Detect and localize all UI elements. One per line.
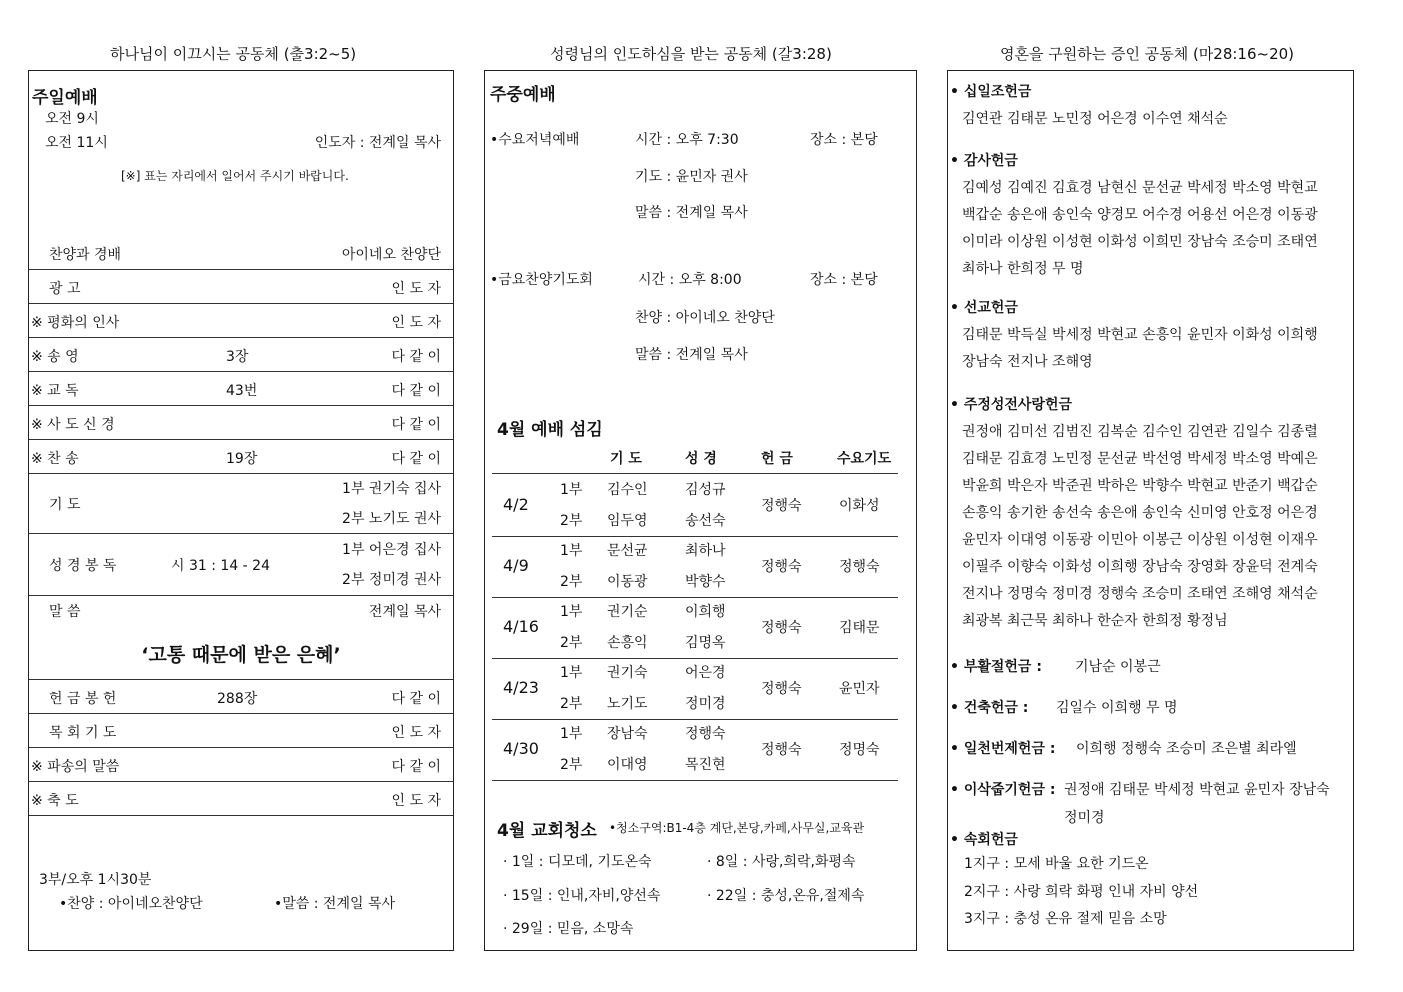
easter-offering-names: 기남순 이봉근 — [1075, 659, 1161, 675]
worship-row-name: 말 씀 — [49, 604, 81, 620]
cleaning-item: · 29일 : 믿음, 소망속 — [503, 921, 634, 937]
worship-row-name: 기 도 — [49, 497, 81, 513]
worship-row — [29, 713, 453, 748]
right-heading: 영혼을 구원하는 증인 공동체 (마28:16~20) — [1000, 45, 1295, 63]
sunday-service-title: 주일예배 — [32, 88, 98, 108]
worship-row-leader: 아이네오 찬양단 — [341, 247, 441, 263]
schedule-part: 1부 — [560, 543, 583, 559]
schedule-offering: 정행숙 — [761, 742, 802, 758]
schedule-prayer: 이대영 — [607, 757, 648, 773]
cleaning-item: · 8일 : 사랑,희락,화평속 — [707, 854, 856, 870]
worship-row-name: ※ 파송의 말씀 — [31, 759, 120, 775]
sermon-title: ‘고통 때문에 받은 은혜’ — [141, 644, 341, 666]
building-offering-label: • 건축헌금 : — [950, 700, 1029, 716]
worship-row-name: 광 고 — [49, 281, 81, 297]
schedule-prayer: 권기숙 — [607, 665, 648, 681]
onethousand-offering-label: • 일천번제헌금 : — [950, 741, 1056, 757]
schedule-part: 2부 — [560, 696, 583, 712]
wed-service-name: •수요저녁예배 — [490, 132, 580, 148]
harvest-offering-label: • 이삭줍기헌금 : — [950, 782, 1056, 798]
schedule-date: 4/23 — [503, 678, 539, 697]
worship-row-leader: 인 도 자 — [391, 315, 441, 331]
worship-row-detail: 시 31 : 14 - 24 — [171, 558, 270, 574]
schedule-divider — [492, 658, 898, 659]
schedule-divider — [492, 719, 898, 720]
schedule-offering: 정행숙 — [761, 681, 802, 697]
worship-row-leader: 1부 권기숙 집사 — [342, 481, 441, 497]
wed-service-prayer: 기도 : 윤민자 권사 — [635, 169, 748, 185]
offering-names-line: 최광복 최근묵 최하나 한순자 한희정 황정님 — [962, 613, 1228, 629]
schedule-wed-prayer: 김태문 — [839, 620, 880, 636]
worship-row-name: ※ 축 도 — [31, 793, 79, 809]
schedule-bible: 정행숙 — [685, 726, 726, 742]
offering-names-line: 김연관 김태문 노민정 어은경 이수연 채석순 — [962, 111, 1228, 127]
schedule-divider — [492, 780, 898, 781]
worship-row-name: ※ 사 도 신 경 — [31, 417, 115, 433]
service-leader: 인도자 : 전계일 목사 — [314, 135, 441, 151]
harvest-offering-names: 권정애 김태문 박세정 박현교 윤민자 장남숙 — [1064, 782, 1330, 798]
schedule-divider — [492, 597, 898, 598]
schedule-bible: 정미경 — [685, 696, 726, 712]
worship-row-leader: 다 같 이 — [391, 383, 441, 399]
harvest-offering-names: 정미경 — [1064, 810, 1105, 826]
weekday-service-title: 주중예배 — [490, 85, 556, 105]
worship-row-leader: 다 같 이 — [391, 349, 441, 365]
schedule-wed-prayer: 정명숙 — [839, 742, 880, 758]
offering-names-line: 김태문 김효경 노민정 문선균 박선영 박세정 박소영 박예은 — [962, 451, 1318, 467]
schedule-bible: 목진현 — [685, 757, 726, 773]
worship-row-leader: 다 같 이 — [391, 417, 441, 433]
schedule-bible: 이희행 — [685, 604, 726, 620]
worship-row-leader: 전계일 목사 — [368, 604, 441, 620]
schedule-part: 2부 — [560, 757, 583, 773]
cleaning-item: · 22일 : 충성,온유,절제속 — [707, 888, 865, 904]
service-time-1: 오전 9시 — [45, 111, 99, 127]
cleaning-item: · 1일 : 디모데, 기도온숙 — [503, 854, 652, 870]
worship-row-leader: 인 도 자 — [391, 793, 441, 809]
worship-row-detail: 288장 — [217, 691, 258, 707]
worship-row-name: 목 회 기 도 — [49, 725, 117, 741]
cleaning-title: 4월 교회청소 — [497, 821, 597, 841]
middle-panel — [484, 70, 917, 951]
worship-row-name: ※ 교 독 — [31, 383, 79, 399]
worship-row — [29, 371, 453, 406]
left-panel — [28, 70, 454, 951]
schedule-date: 4/30 — [503, 739, 539, 758]
offering-names-line: 이미라 이상원 이성현 이화성 이희민 장남숙 조승미 조태연 — [962, 234, 1318, 250]
schedule-bible: 최하나 — [685, 543, 726, 559]
fri-service-word: 말씀 : 전계일 목사 — [635, 347, 748, 363]
building-offering-names: 김일수 이희행 무 명 — [1056, 700, 1178, 716]
offering-section-title: • 십일조헌금 — [950, 84, 1032, 100]
offering-names-line: 장남숙 전지나 조해영 — [962, 354, 1093, 370]
worship-row — [29, 781, 453, 816]
schedule-prayer: 김수인 — [607, 482, 648, 498]
wed-service-place: 장소 : 본당 — [810, 132, 878, 148]
worship-row — [29, 303, 453, 338]
right-panel — [947, 70, 1354, 951]
schedule-prayer: 권기순 — [607, 604, 648, 620]
schedule-offering: 정행숙 — [761, 498, 802, 514]
fri-service-name: •금요찬양기도회 — [490, 272, 593, 288]
worship-row-name: 찬양과 경배 — [49, 247, 122, 263]
left-heading: 하나님이 이끄시는 공동체 (출3:2~5) — [110, 45, 357, 63]
schedule-date: 4/2 — [503, 495, 529, 514]
offering-names-line: 이필주 이향숙 이화성 이희행 장남숙 장영화 장윤덕 전계숙 — [962, 559, 1318, 575]
district-line: 1지구 : 모세 바울 요한 기드온 — [964, 856, 1149, 872]
offering-section-title: • 선교헌금 — [950, 300, 1018, 316]
worship-row-name: 헌 금 봉 헌 — [49, 691, 117, 707]
offering-section-title: • 감사헌금 — [950, 153, 1018, 169]
schedule-bible: 김명옥 — [685, 635, 726, 651]
schedule-prayer: 손흥익 — [607, 635, 648, 651]
worship-row-leader: 다 같 이 — [391, 759, 441, 775]
worship-row-detail: 43번 — [226, 383, 258, 399]
schedule-bible: 김성규 — [685, 482, 726, 498]
schedule-title: 4월 예배 섬김 — [497, 420, 603, 440]
worship-row-name: ※ 평화의 인사 — [31, 315, 120, 331]
worship-row-detail: 3장 — [226, 349, 249, 365]
worship-row-leader: 2부 노기도 권사 — [342, 511, 441, 527]
offering-names-line: 김예성 김예진 김효경 남현신 문선균 박세정 박소영 박현교 — [962, 180, 1318, 196]
schedule-wed-prayer: 정행숙 — [839, 559, 880, 575]
schedule-prayer: 임두영 — [607, 513, 648, 529]
schedule-bible: 송선숙 — [685, 513, 726, 529]
schedule-part: 1부 — [560, 726, 583, 742]
offering-names-line: 백갑순 송은애 송인숙 양경모 어수경 어용선 어은경 이동광 — [962, 207, 1318, 223]
worship-row-name: 성 경 봉 독 — [49, 558, 117, 574]
schedule-part: 1부 — [560, 482, 583, 498]
schedule-offering: 정행숙 — [761, 559, 802, 575]
schedule-wed-prayer: 윤민자 — [839, 681, 880, 697]
fri-service-time: 시간 : 오후 8:00 — [638, 272, 742, 288]
worship-row-leader: 2부 정미경 권사 — [342, 572, 441, 588]
service-time-2: 오전 11시 — [45, 135, 108, 151]
schedule-date: 4/16 — [503, 617, 539, 636]
offering-names-line: 손흥익 송기한 송선숙 송은애 송인숙 신미영 안호정 어은경 — [962, 505, 1318, 521]
standing-note: [※] 표는 자리에서 일어서 주시기 바랍니다. — [121, 169, 349, 183]
worship-row-leader: 다 같 이 — [391, 691, 441, 707]
schedule-offering: 정행숙 — [761, 620, 802, 636]
worship-row — [29, 747, 453, 782]
schedule-header-divider — [492, 473, 898, 474]
worship-row — [29, 405, 453, 440]
wed-service-time: 시간 : 오후 7:30 — [635, 132, 739, 148]
worship-row-leader: 다 같 이 — [391, 451, 441, 467]
offering-names-line: 최하나 한희정 무 명 — [962, 261, 1084, 277]
fri-service-place: 장소 : 본당 — [810, 272, 878, 288]
worship-row-leader: 1부 어은경 집사 — [342, 542, 441, 558]
fri-service-praise: 찬양 : 아이네오 찬양단 — [635, 310, 775, 326]
schedule-prayer: 문선균 — [607, 543, 648, 559]
worship-row-leader: 인 도 자 — [391, 281, 441, 297]
worship-row-prayer — [29, 473, 453, 534]
offering-names-line: 전지나 정명숙 정미경 정행숙 조승미 조태연 조해영 채석순 — [962, 586, 1318, 602]
third-service-praise: •찬양 : 아이네오찬양단 — [59, 896, 203, 912]
worship-row — [29, 679, 453, 714]
schedule-header-prayer: 기 도 — [610, 451, 642, 467]
offering-names-line: 권정애 김미선 김범진 김복순 김수인 김연관 김일수 김종렬 — [962, 424, 1318, 440]
schedule-date: 4/9 — [503, 556, 529, 575]
schedule-prayer: 이동광 — [607, 574, 648, 590]
schedule-part: 2부 — [560, 574, 583, 590]
worship-row-name: ※ 송 영 — [31, 349, 79, 365]
cleaning-area: •청소구역:B1-4층 계단,본당,카페,사무실,교육관 — [609, 821, 865, 835]
onethousand-offering-names: 이희행 정행숙 조승미 조은별 최라엘 — [1076, 741, 1297, 757]
worship-row-name: ※ 찬 송 — [31, 451, 79, 467]
wed-service-word: 말씀 : 전계일 목사 — [635, 205, 748, 221]
offering-names-line: 윤민자 이대영 이동광 이민아 이봉근 이상원 이성현 이재우 — [962, 532, 1318, 548]
schedule-part: 2부 — [560, 513, 583, 529]
schedule-part: 1부 — [560, 665, 583, 681]
schedule-bible: 박향수 — [685, 574, 726, 590]
schedule-header-wed: 수요기도 — [837, 451, 892, 467]
schedule-prayer: 노기도 — [607, 696, 648, 712]
worship-row-reading — [29, 533, 453, 596]
third-service-time: 3부/오후 1시30분 — [39, 872, 152, 888]
worship-row — [29, 269, 453, 304]
worship-row-detail: 19장 — [226, 451, 258, 467]
schedule-header-offering: 헌 금 — [761, 451, 793, 467]
offering-names-line: 박윤희 박은자 박준권 박하은 박향수 박현교 반준기 백갑순 — [962, 478, 1318, 494]
schedule-part: 1부 — [560, 604, 583, 620]
schedule-divider — [492, 536, 898, 537]
offering-names-line: 김태문 박득실 박세정 박현교 손흥익 윤민자 이화성 이희행 — [962, 327, 1318, 343]
schedule-prayer: 장남숙 — [607, 726, 648, 742]
easter-offering-label: • 부활절헌금 : — [950, 659, 1042, 675]
worship-row — [29, 235, 453, 270]
district-line: 3지구 : 충성 온유 절제 믿음 소망 — [964, 911, 1167, 927]
middle-heading: 성령님의 인도하심을 받는 공동체 (갈3:28) — [550, 45, 832, 63]
schedule-wed-prayer: 이화성 — [839, 498, 880, 514]
cleaning-item: · 15일 : 인내,자비,양선속 — [503, 888, 661, 904]
district-line: 2지구 : 사랑 희락 화평 인내 자비 양선 — [964, 884, 1199, 900]
worship-row-sermon — [29, 595, 453, 629]
schedule-part: 2부 — [560, 635, 583, 651]
schedule-header-bible: 성 경 — [685, 451, 717, 467]
third-service-sermon: •말씀 : 전계일 목사 — [274, 896, 395, 912]
worship-row-leader: 인 도 자 — [391, 725, 441, 741]
district-offering-title: • 속회헌금 — [950, 832, 1018, 848]
worship-row — [29, 337, 453, 372]
worship-row — [29, 439, 453, 474]
offering-section-title: • 주정성전사랑헌금 — [950, 397, 1073, 413]
schedule-bible: 어은경 — [685, 665, 726, 681]
